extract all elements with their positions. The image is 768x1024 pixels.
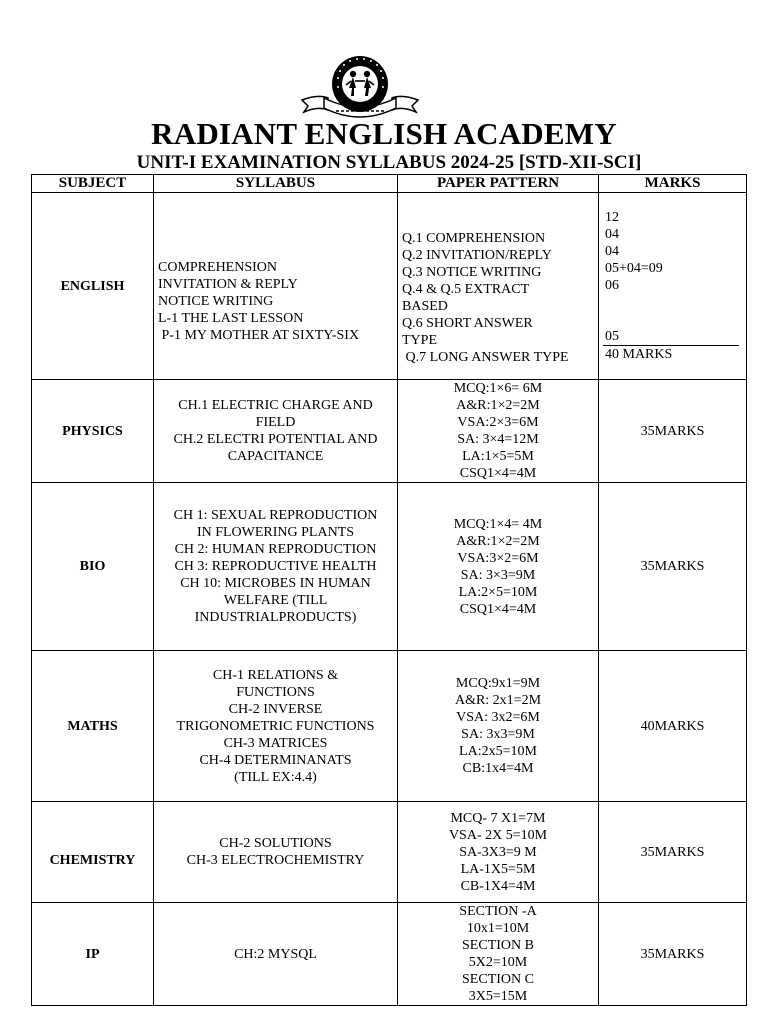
pattern-line: LA:2x5=10M xyxy=(459,744,537,759)
pattern-cell xyxy=(398,651,599,802)
pattern-line: Q.7 LONG ANSWER TYPE xyxy=(402,350,569,365)
pattern-cell xyxy=(398,903,599,1006)
pattern-line: VSA: 3x2=6M xyxy=(456,710,540,725)
marks-cell: 35MARKS xyxy=(599,802,747,903)
syllabus-cell xyxy=(154,193,398,380)
syllabus-line: CAPACITANCE xyxy=(227,449,324,464)
marks-cell xyxy=(599,193,747,380)
pattern-line: LA:1×5=5M xyxy=(462,449,534,464)
syllabus-line: CH 1: SEXUAL REPRODUCTION xyxy=(173,508,378,523)
marks-total: 40 MARKS xyxy=(605,347,673,362)
marks-cell: 35MARKS xyxy=(599,483,747,651)
pattern-cell xyxy=(398,802,599,903)
marks-value: 12 xyxy=(605,210,619,225)
marks-value: 04 xyxy=(605,244,619,259)
pattern-cell xyxy=(398,193,599,380)
syllabus-line: CH-4 DETERMINANATS xyxy=(199,752,352,768)
syllabus-line: CH 3: REPRODUCTIVE HEALTH xyxy=(174,559,377,574)
marks-value: 05 xyxy=(605,329,619,344)
pattern-line: SA: 3x3=9M xyxy=(461,727,535,742)
syllabus-line: FIELD xyxy=(255,415,296,430)
pattern-line: MCQ:1×6= 6M xyxy=(453,381,543,396)
table-header-row xyxy=(32,175,747,193)
syllabus-cell xyxy=(154,802,398,903)
marks-breakdown xyxy=(605,209,663,294)
syllabus-cell xyxy=(154,483,398,651)
marks-cell: 35MARKS xyxy=(599,380,747,483)
pattern-line: 3X5=15M xyxy=(468,989,528,1004)
pattern-line: Q.2 INVITATION/REPLY xyxy=(402,248,552,263)
pattern-line: LA:2×5=10M xyxy=(458,584,538,600)
subject-cell: PHYSICS xyxy=(32,380,154,483)
marks-value: 05+04=09 xyxy=(605,261,663,276)
pattern-line: VSA:3×2=6M xyxy=(457,550,539,566)
marks-value: 04 xyxy=(605,227,619,242)
syllabus-line: (TILL EX:4.4) xyxy=(234,769,317,785)
marks-value: 06 xyxy=(605,278,619,293)
pattern-line: A&R:1×2=2M xyxy=(456,533,540,549)
subject-cell: CHEMISTRY xyxy=(32,802,154,903)
pattern-line: VSA- 2X 5=10M xyxy=(448,827,548,843)
pattern-line: Q.1 COMPREHENSION xyxy=(402,231,546,246)
pattern-line: MCQ:9x1=9M xyxy=(455,676,541,691)
pattern-line: SECTION C xyxy=(462,972,534,987)
syllabus-line: CH:2 MYSQL xyxy=(234,946,317,962)
pattern-line: SECTION B xyxy=(462,938,534,953)
syllabus-cell xyxy=(154,380,398,483)
column-header: SUBJECT xyxy=(32,175,154,193)
pattern-cell xyxy=(398,380,599,483)
marks-cell: 40MARKS xyxy=(599,651,747,802)
syllabus-line: CH-1 RELATIONS & xyxy=(212,667,339,683)
syllabus-line: CH-3 MATRICES xyxy=(223,735,328,751)
pattern-line: 10x1=10M xyxy=(466,921,530,936)
subject-cell: ENGLISH xyxy=(32,193,154,380)
table-row-chemistry xyxy=(32,802,747,903)
syllabus-line: CH.1 ELECTRIC CHARGE AND xyxy=(178,398,373,413)
table-row-bio xyxy=(32,483,747,651)
syllabus-line: TRIGONOMETRIC FUNCTIONS xyxy=(176,718,375,734)
table-row-english xyxy=(32,193,747,380)
pattern-line: SA: 3×4=12M xyxy=(457,432,539,447)
pattern-line: Q.3 NOTICE WRITING xyxy=(402,265,542,280)
pattern-line: A&R:1×2=2M xyxy=(456,398,540,413)
column-header: MARKS xyxy=(599,175,747,193)
pattern-line: LA-1X5=5M xyxy=(460,861,536,877)
syllabus-cell xyxy=(154,903,398,1006)
syllabus-line: CH-2 SOLUTIONS xyxy=(219,836,332,851)
syllabus-line: CH-2 INVERSE xyxy=(228,701,323,717)
syllabus-line: INVITATION & REPLY xyxy=(158,276,298,292)
syllabus-line: INDUSTRIALPRODUCTS) xyxy=(194,610,357,625)
table-row-ip xyxy=(32,903,747,1006)
syllabus-line: COMPREHENSION xyxy=(158,259,278,275)
pattern-line: MCQ- 7 X1=7M xyxy=(450,810,546,826)
syllabus-table xyxy=(31,174,747,1006)
school-title: RADIANT ENGLISH ACADEMY xyxy=(151,116,617,151)
marks-cell: 35MARKS xyxy=(599,903,747,1006)
syllabus-line: P-1 MY MOTHER AT SIXTY-SIX xyxy=(158,327,360,343)
pattern-line: CSQ1×4=4M xyxy=(459,601,537,617)
syllabus-line: CH 10: MICROBES IN HUMAN xyxy=(180,576,371,591)
pattern-line: SA: 3×3=9M xyxy=(460,567,536,583)
academy-logo xyxy=(298,54,422,118)
pattern-line: Q.6 SHORT ANSWER xyxy=(402,316,533,331)
syllabus-line: FUNCTIONS xyxy=(236,684,315,700)
syllabus-line: CH-3 ELECTROCHEMISTRY xyxy=(186,853,365,868)
pattern-line: CB:1x4=4M xyxy=(462,761,534,776)
table-row-physics xyxy=(32,380,747,483)
pattern-line: CSQ1×4=4M xyxy=(459,466,537,481)
pattern-line: SA-3X3=9 M xyxy=(459,844,537,860)
pattern-line: TYPE xyxy=(402,333,437,348)
exam-subtitle: UNIT-I EXAMINATION SYLLABUS 2024-25 [STD-XII-SCI] xyxy=(136,152,642,173)
pattern-line: A&R: 2x1=2M xyxy=(454,693,542,708)
syllabus-line: CH.2 ELECTRI POTENTIAL AND xyxy=(173,432,378,447)
subject-cell: IP xyxy=(32,903,154,1006)
pattern-line: VSA:2×3=6M xyxy=(457,415,539,430)
pattern-line: CB-1X4=4M xyxy=(460,878,536,894)
syllabus-line: L-1 THE LAST LESSON xyxy=(158,310,304,326)
subject-cell: MATHS xyxy=(32,651,154,802)
syllabus-cell xyxy=(154,651,398,802)
pattern-line: 5X2=10M xyxy=(468,955,528,970)
syllabus-line: NOTICE WRITING xyxy=(158,293,274,309)
syllabus-line: IN FLOWERING PLANTS xyxy=(196,525,355,540)
column-header: PAPER PATTERN xyxy=(398,175,599,193)
syllabus-line: WELFARE (TILL xyxy=(223,593,328,608)
column-header: SYLLABUS xyxy=(154,175,398,193)
pattern-line: MCQ:1×4= 4M xyxy=(453,516,543,532)
pattern-line: BASED xyxy=(402,299,448,314)
subject-cell: BIO xyxy=(32,483,154,651)
pattern-cell xyxy=(398,483,599,651)
pattern-line: SECTION -A xyxy=(459,904,537,919)
syllabus-line: CH 2: HUMAN REPRODUCTION xyxy=(174,542,377,557)
table-row-maths xyxy=(32,651,747,802)
pattern-line: Q.4 & Q.5 EXTRACT xyxy=(402,282,530,297)
